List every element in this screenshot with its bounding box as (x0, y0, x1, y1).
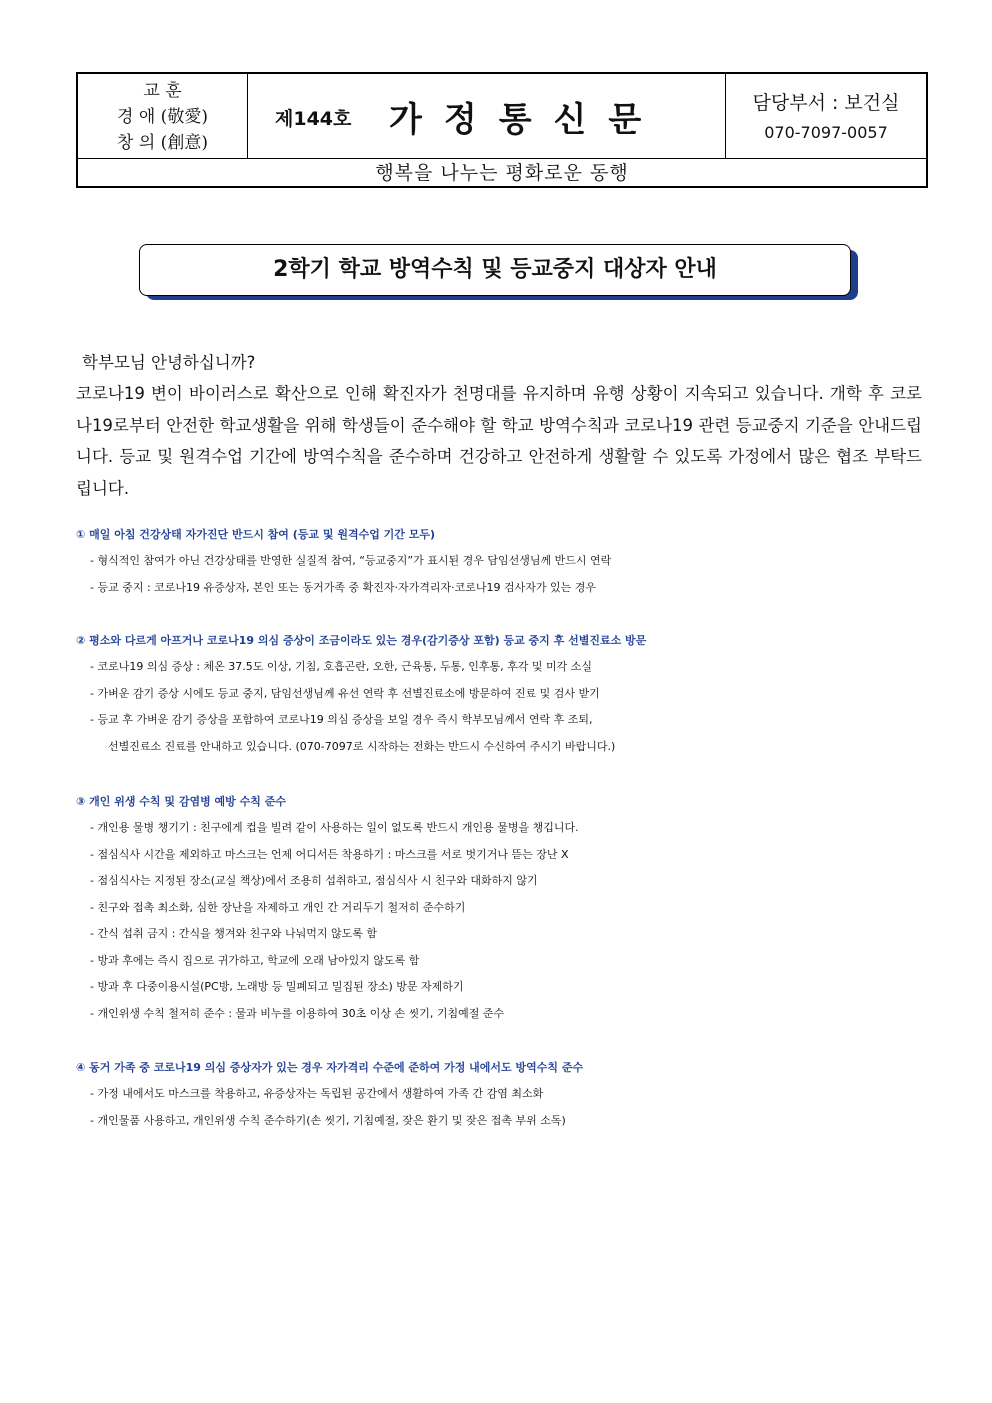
list-item: - 점심식사 시간을 제외하고 마스크는 언제 어디서든 착용하기 : 마스크를 서로 벗기거나 뜯는 장난 X (90, 847, 569, 861)
header-table (76, 72, 928, 188)
newsletter-title-cell (249, 74, 726, 158)
department: 담당부서 : 보건실 (752, 92, 900, 114)
section-2 (76, 628, 936, 760)
list-item: - 개인물품 사용하고, 개인위생 수칙 준수하기(손 씻기, 기침예절, 잦은 환기 및 잦은 접촉 부위 소독) (90, 1113, 566, 1127)
greeting: 학부모님 안녕하십니까? (82, 353, 256, 372)
list-item: - 방과 후 다중이용시설(PC방, 노래방 등 밀폐되고 밀집된 장소) 방문 자제하기 (90, 980, 464, 993)
issue-number: 제144호 (275, 108, 352, 130)
section-heading: ③ 개인 위생 수칙 및 감염병 예방 수칙 준수 (76, 795, 286, 808)
list-item: - 개인용 물병 챙기기 : 친구에게 컵을 빌려 같이 사용하는 일이 없도록 반드시 개인용 물병을 챙깁니다. (90, 821, 579, 834)
section-1 (76, 522, 936, 601)
header-top-row (78, 74, 926, 159)
newsletter-name: 가정통신문 (389, 100, 664, 140)
motto-line: 창 의 (創意) (117, 133, 208, 153)
list-item: - 간식 섭취 금지 : 간식을 챙겨와 친구와 나눠먹지 않도록 함 (90, 927, 378, 940)
school-motto (78, 74, 248, 158)
intro-paragraph: 코로나19 변이 바이러스로 확산으로 인해 확진자가 천명대를 유지하며 유행 상황이 지속되고 있습니다. 개학 후 코로나19로부터 안전한 학교생활을 위해 학생들이 준수해야 할 학교 방역수칙과 코로나19 관련 등교중지 기준을 안내드립니다. 등교 및 원격수업 기간에 방역수칙을 준수하며 건강하고 안전하게 생활할 수 있도록 가정에서 많은 협조 부탁드립니다. (76, 384, 922, 499)
motto-line: 교 훈 (143, 81, 182, 101)
phone-number: 070-7097-0057 (764, 123, 888, 142)
section-heading: ④ 동거 가족 중 코로나19 의심 증상자가 있는 경우 자가격리 수준에 준하여 가정 내에서도 방역수칙 준수 (76, 1061, 584, 1074)
section-4 (76, 1055, 936, 1134)
list-item: - 점심식사는 지정된 장소(교실 책상)에서 조용히 섭취하고, 점심식사 시 친구와 대화하지 않기 (90, 874, 538, 887)
list-item-continuation: 선별진료소 진료를 안내하고 있습니다. (070-7097로 시작하는 전화는 반드시 수신하여 주시기 바랍니다.) (108, 739, 616, 753)
document-title: 2학기 학교 방역수칙 및 등교중지 대상자 안내 (139, 244, 851, 296)
list-item: - 친구와 접촉 최소화, 심한 장난을 자제하고 개인 간 거리두기 철저히 준수하기 (90, 900, 466, 914)
list-item: - 등교 후 가벼운 감기 증상을 포함하여 코로나19 의심 증상을 보일 경우 즉시 학부모님께서 연락 후 조퇴, (90, 713, 593, 726)
list-item: - 등교 중지 : 코로나19 유증상자, 본인 또는 동거가족 중 확진자·자가격리자·코로나19 검사자가 있는 경우 (90, 580, 597, 594)
motto-line: 경 애 (敬愛) (117, 107, 208, 127)
department-cell (726, 74, 926, 158)
list-item: - 가정 내에서도 마스크를 착용하고, 유증상자는 독립된 공간에서 생활하여 가족 간 감염 최소화 (90, 1087, 544, 1100)
list-item: - 가벼운 감기 증상 시에도 등교 중지, 담임선생님께 유선 연락 후 선별진료소에 방문하여 진료 및 검사 받기 (90, 686, 600, 700)
list-item: - 형식적인 참여가 아닌 건강상태를 반영한 실질적 참여, “등교중지”가 표시된 경우 담임선생님께 반드시 연락 (90, 554, 612, 567)
list-item: - 개인위생 수칙 철저히 준수 : 물과 비누를 이용하여 30초 이상 손 씻기, 기침예절 준수 (90, 1006, 505, 1020)
list-item: - 코로나19 의심 증상 : 체온 37.5도 이상, 기침, 호흡곤란, 오한, 근육통, 두통, 인후통, 후각 및 미각 소실 (90, 660, 592, 673)
school-slogan: 행복을 나누는 평화로운 동행 (375, 162, 629, 184)
section-heading: ② 평소와 다르게 아프거나 코로나19 의심 증상이 조금이라도 있는 경우(감기증상 포함) 등교 중지 후 선별진료소 방문 (76, 634, 647, 647)
section-heading: ① 매일 아침 건강상태 자가진단 반드시 참여 (등교 및 원격수업 기간 모두) (76, 528, 436, 541)
list-item: - 방과 후에는 즉시 집으로 귀가하고, 학교에 오래 남아있지 않도록 함 (90, 953, 420, 967)
section-3 (76, 789, 936, 1027)
